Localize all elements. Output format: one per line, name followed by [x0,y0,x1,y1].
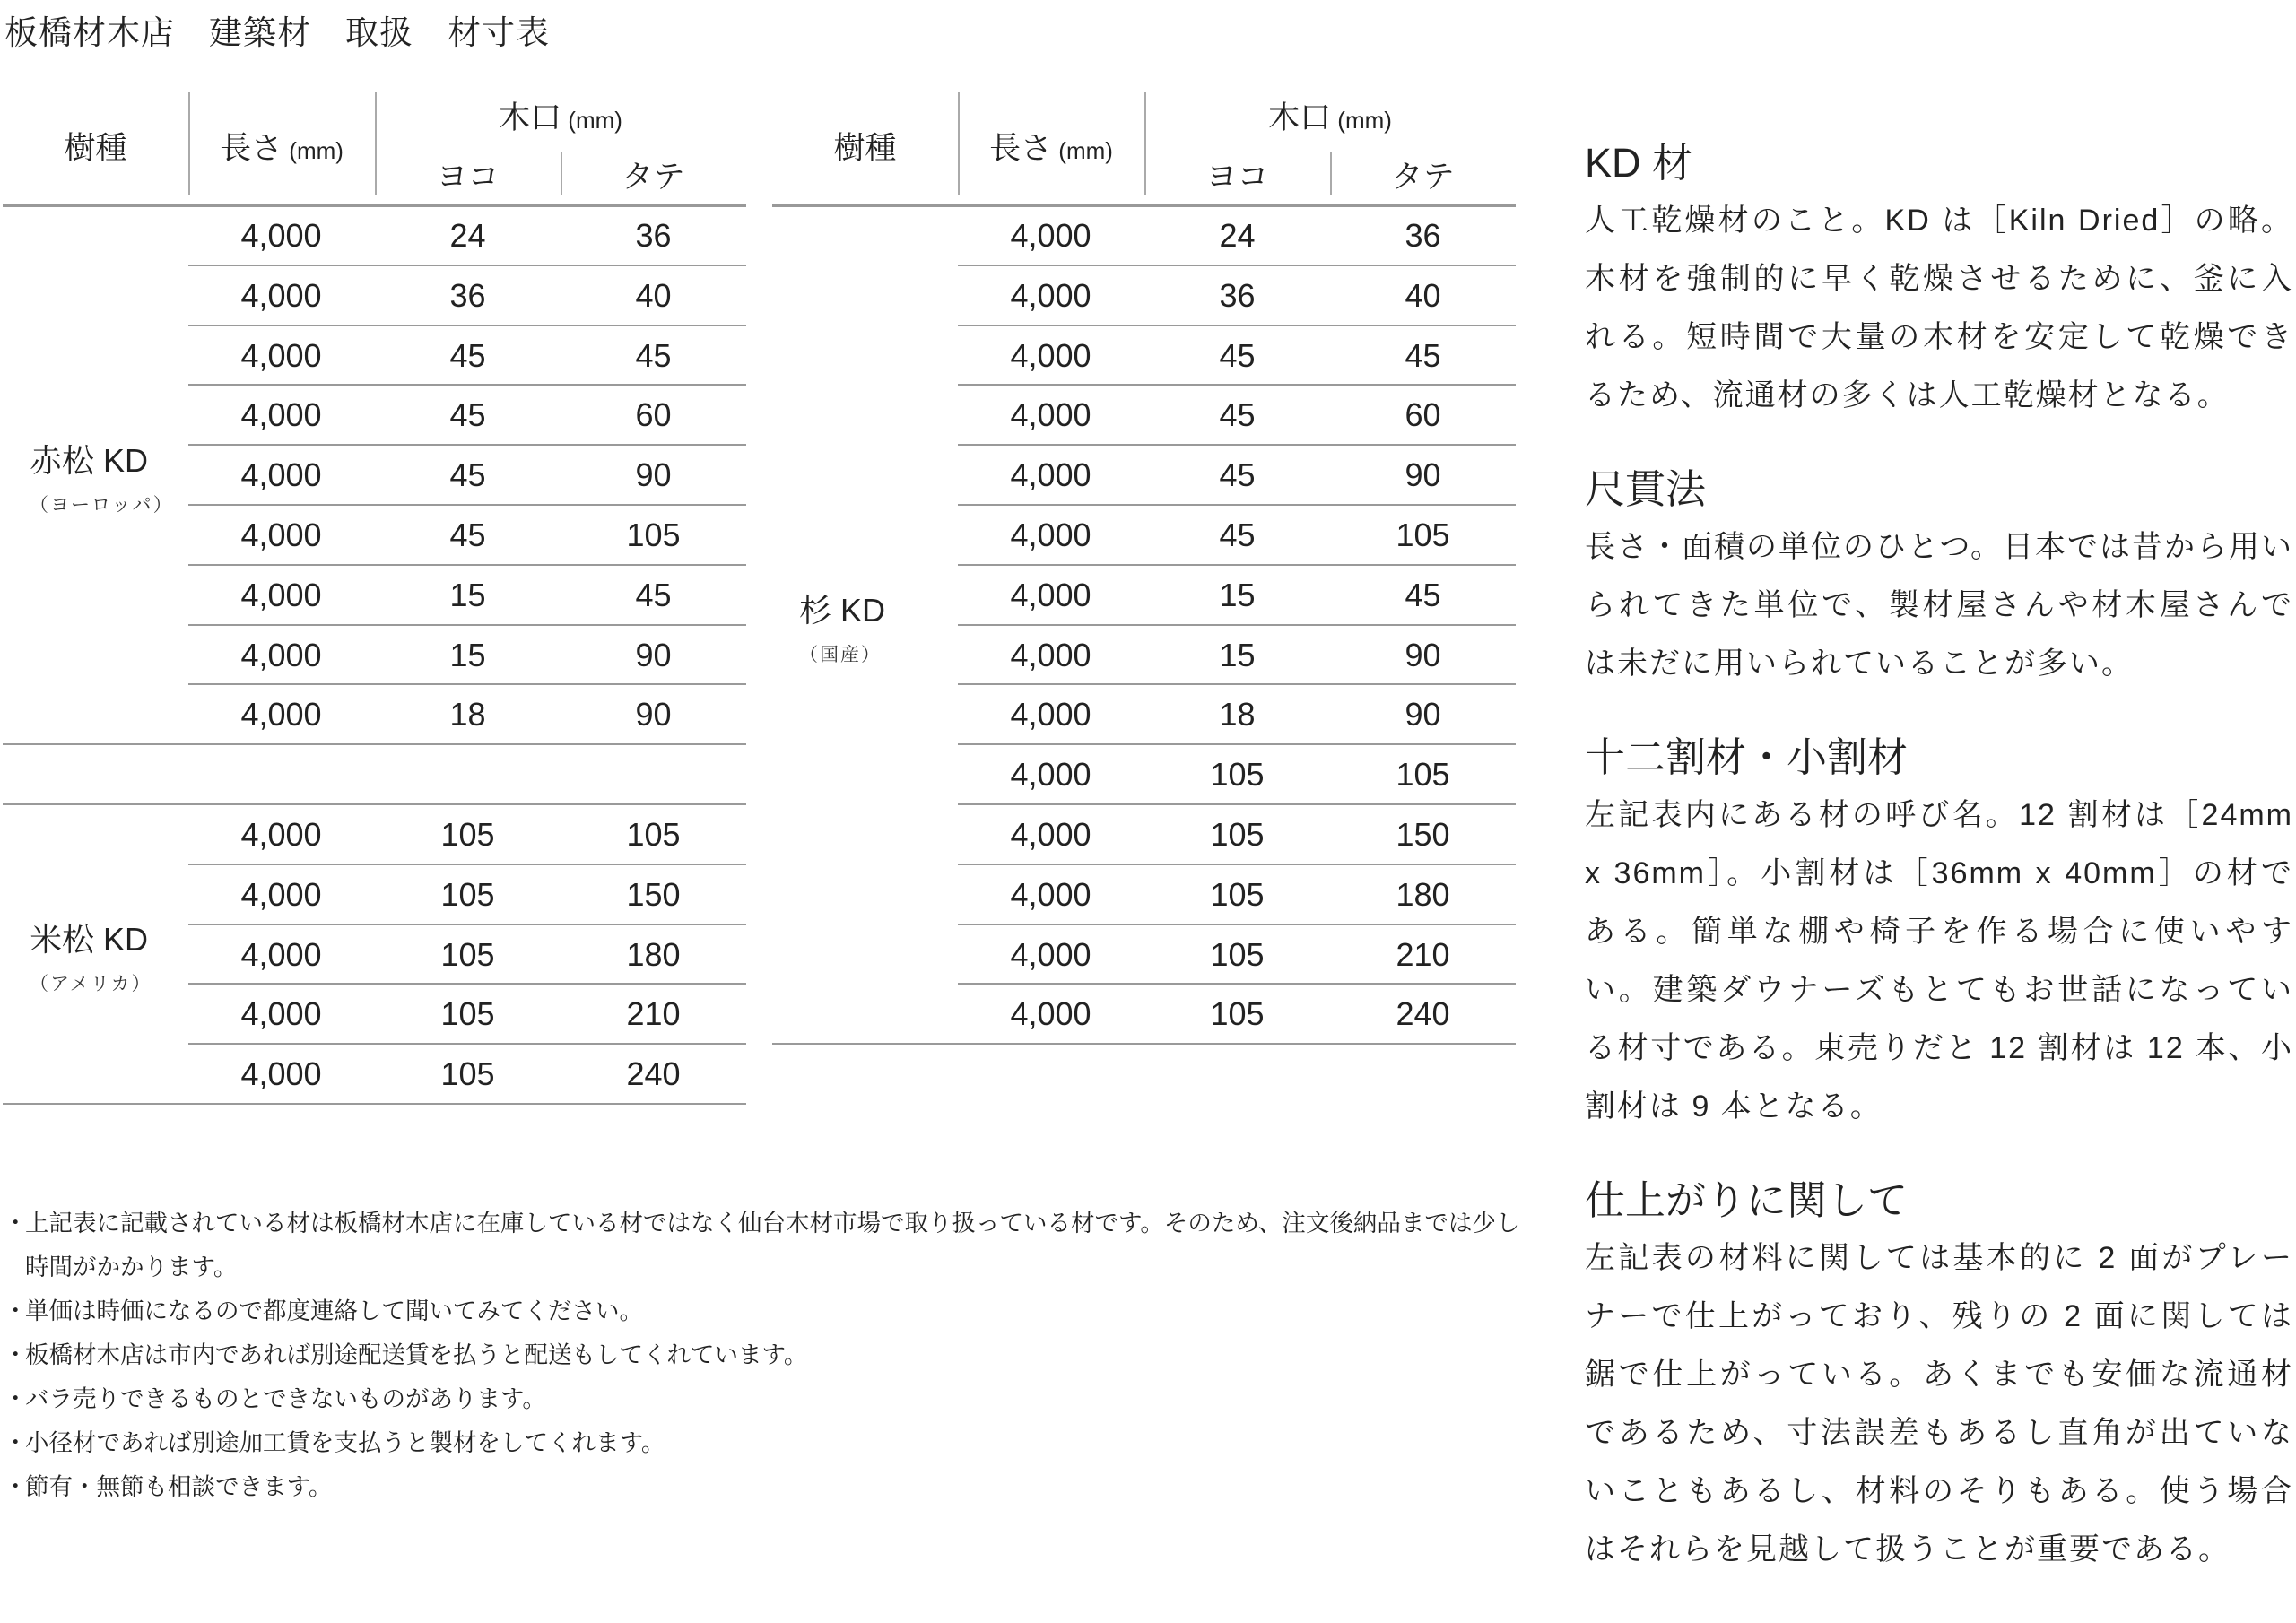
cell-tate: 180 [1396,875,1450,913]
lumber-table-right [772,0,1516,1112]
cell-tate: 180 [626,935,681,973]
cell-yoko: 105 [1210,816,1265,853]
header-divider [375,92,377,195]
cell-tate: 105 [626,516,681,553]
cell-yoko: 24 [1219,217,1256,254]
header-yoko: ヨコ [1205,160,1269,195]
cell-length: 4,000 [240,336,322,374]
cell-yoko: 105 [1210,875,1265,913]
cell-tate: 90 [1405,456,1441,494]
header-kiguchi-unit: (mm) [1331,107,1392,134]
species-name: 赤松 KD [30,441,149,479]
cell-length: 4,000 [240,576,322,613]
cell-length: 4,000 [240,456,322,494]
table-row [3,326,746,386]
table-row [3,685,746,745]
cell-length: 4,000 [240,995,322,1033]
cell-length: 4,000 [1010,696,1091,733]
species-origin: （国産） [799,644,882,665]
note-text: 小径材であれば別途加工賃を支払うと製材をしてくれます。 [25,1429,665,1456]
table-row [3,266,746,326]
lumber-table-left [3,0,746,1112]
header-yoko: ヨコ [436,160,500,195]
cell-tate: 210 [626,995,681,1033]
bullet: ・ [4,1473,28,1500]
cell-tate: 105 [1396,756,1450,794]
table-row [772,865,1516,925]
cell-tate: 36 [635,217,672,254]
cell-yoko: 36 [449,276,486,314]
cell-tate: 45 [635,576,672,613]
cell-length: 4,000 [1010,816,1091,853]
cell-length: 4,000 [1010,396,1091,434]
page-title: 板橋材木店 建築材 取扱 材寸表 [4,14,550,51]
species-name: 米松 KD [30,921,149,958]
cell-tate: 90 [635,636,672,673]
table-row [3,626,746,686]
cell-yoko: 36 [1219,276,1256,314]
cell-yoko: 18 [449,696,486,733]
species-origin: （アメリカ） [30,974,152,994]
note-text: 単価は時価になるので都度連絡して聞いてみてください。 [25,1298,643,1324]
cell-tate: 90 [635,696,672,733]
cell-tate [561,745,746,804]
cell-length [188,745,374,804]
cell-yoko: 45 [1219,456,1256,494]
cell-length: 4,000 [1010,935,1091,973]
table-row [772,925,1516,985]
table-row [3,745,746,805]
section-body: 左記表内にある材の呼び名。12 割材は［24mm x 36mm］。小割材は［36mm x 40mm］の材である。簡単な棚や椅子を作る場合に使いやすい。建築ダウナーズもとてもお世話になっている材寸である。束売りだと 12 割材は 12 本、小割材は 9 本となる。 [1585,798,2293,1124]
cell-yoko: 45 [449,396,486,434]
cell-tate: 60 [1405,396,1441,434]
cell-yoko: 45 [1219,396,1256,434]
cell-yoko: 15 [1219,636,1256,673]
cell-yoko: 105 [1210,756,1265,794]
header-divider [1144,92,1146,195]
table-row [772,266,1516,326]
cell-yoko: 24 [449,217,486,254]
cell-yoko: 15 [449,636,486,673]
cell-yoko: 15 [1219,576,1256,613]
cell-yoko: 45 [449,516,486,553]
header-length [958,124,1144,169]
header-tate: タテ [622,160,685,195]
cell-length: 4,000 [1010,276,1091,314]
cell-tate: 45 [1405,576,1441,613]
glossary-section [1585,135,2293,425]
header-divider [958,92,960,195]
row-rule [3,1103,746,1105]
cell-yoko [375,745,561,804]
cell-length: 4,000 [240,1055,322,1093]
header-kiguchi [375,93,746,138]
header-species: 樹種 [833,131,897,166]
cell-tate: 105 [626,816,681,853]
table-row [772,985,1516,1045]
cell-length: 4,000 [240,396,322,434]
cell-yoko: 105 [1210,935,1265,973]
header-divider [188,92,190,195]
cell-tate: 45 [1405,336,1441,374]
note-item [4,1289,1528,1333]
cell-length: 4,000 [1010,516,1091,553]
cell-yoko: 45 [1219,516,1256,553]
note-text: 板橋材木店は市内であれば別途配送賃を払うと配送もしてくれています。 [25,1341,808,1368]
species-label [30,915,152,996]
bullet: ・ [4,1341,28,1368]
note-text: 上記表に記載されている材は板橋材木店に在庫している材ではなく仙台木材市場で取り扱っている材です。そのため、注文後納品までは少し時間がかかります。 [25,1210,1520,1280]
cell-tate: 210 [1396,935,1450,973]
header-length-label: 長さ [220,131,283,166]
cell-tate: 60 [635,396,672,434]
bullet: ・ [4,1429,28,1456]
cell-length: 4,000 [240,217,322,254]
header-kiguchi-label: 木口 [499,100,562,135]
table-row [3,805,746,865]
species-label [799,586,885,667]
glossary-section [1585,729,2293,1136]
cell-yoko: 105 [440,935,495,973]
cell-yoko: 18 [1219,696,1256,733]
cell-yoko: 45 [1219,336,1256,374]
cell-length: 4,000 [240,636,322,673]
header-kiguchi-unit: (mm) [561,107,622,134]
table-row [772,685,1516,745]
header-length-label: 長さ [989,131,1053,166]
species-name: 杉 KD [799,591,886,629]
bullet: ・ [4,1385,28,1412]
cell-length: 4,000 [1010,336,1091,374]
cell-tate: 40 [1405,276,1441,314]
header-divider [561,152,562,195]
note-item [4,1202,1528,1289]
section-body: 左記表の材料に関しては基本的に 2 面がプレーナーで仕上がっており、残りの 2 面に関しては鋸で仕上がっている。あくまでも安価な流通材であるため、寸法誤差もあるし直角が出ていないこともあるし、材料のそりもある。使う場合はそれらを見越して扱うことが重要である。 [1585,1241,2293,1567]
table-row [3,566,746,626]
table-row [772,326,1516,386]
header-length [188,124,375,169]
cell-tate: 150 [626,875,681,913]
header-length-unit: (mm) [1052,137,1113,164]
table-row [3,1045,746,1105]
header-divider [1330,152,1332,195]
cell-tate: 240 [626,1055,681,1093]
section-heading: 仕上がりに関して [1585,1177,1909,1223]
note-text: 節有・無節も相談できます。 [25,1473,333,1500]
header-kiguchi-label: 木口 [1268,100,1332,135]
header-kiguchi [1144,93,1516,138]
cell-length: 4,000 [240,276,322,314]
header-tate: タテ [1391,160,1455,195]
cell-length: 4,000 [1010,217,1091,254]
table-row [772,446,1516,506]
note-item [4,1377,1528,1421]
cell-tate: 90 [635,456,672,494]
bullet: ・ [4,1210,28,1237]
note-text: バラ売りできるものとできないものがあります。 [25,1385,546,1412]
table-row [3,206,746,266]
cell-tate: 150 [1396,816,1450,853]
cell-length: 4,000 [1010,636,1091,673]
cell-length: 4,000 [240,875,322,913]
header-species: 樹種 [64,131,127,166]
cell-tate: 240 [1396,995,1450,1033]
cell-tate: 45 [635,336,672,374]
cell-length: 4,000 [1010,576,1091,613]
cell-length: 4,000 [240,696,322,733]
cell-tate: 40 [635,276,672,314]
table-row [772,206,1516,266]
table-row [772,386,1516,446]
cell-yoko: 45 [449,456,486,494]
cell-tate: 90 [1405,636,1441,673]
cell-tate: 90 [1405,696,1441,733]
cell-length: 4,000 [1010,756,1091,794]
note-item [4,1421,1528,1465]
glossary-section [1585,1172,2293,1579]
section-heading: KD 材 [1585,140,1693,186]
cell-tate: 36 [1405,217,1441,254]
cell-length: 4,000 [1010,456,1091,494]
header-length-unit: (mm) [283,137,344,164]
note-item [4,1333,1528,1377]
cell-length: 4,000 [240,516,322,553]
species-label [30,436,174,517]
cell-length: 4,000 [1010,875,1091,913]
section-body: 人工乾燥材のこと。KD は［Kiln Dried］の略。木材を強制的に早く乾燥させるために、釜に入れる。短時間で大量の木材を安定して乾燥できるため、流通材の多くは人工乾燥材となる。 [1585,204,2293,412]
bullet: ・ [4,1298,28,1324]
cell-yoko: 45 [449,336,486,374]
cell-length: 4,000 [1010,995,1091,1033]
glossary-column [1585,135,2293,1615]
table-row [772,745,1516,805]
table-row [772,805,1516,865]
cell-yoko: 105 [440,1055,495,1093]
cell-yoko: 105 [440,816,495,853]
note-item [4,1465,1528,1509]
notes-list [4,1202,1528,1509]
cell-yoko: 105 [440,995,495,1033]
cell-length: 4,000 [240,935,322,973]
cell-yoko: 105 [440,875,495,913]
table-row [772,506,1516,566]
glossary-section [1585,461,2293,693]
section-body: 長さ・面積の単位のひとつ。日本では昔から用いられてきた単位で、製材屋さんや材木屋さんでは未だに用いられていることが多い。 [1585,530,2293,681]
cell-yoko: 105 [1210,995,1265,1033]
cell-length: 4,000 [240,816,322,853]
section-heading: 十二割材・小割材 [1585,734,1909,780]
section-heading: 尺貫法 [1585,466,1707,512]
row-rule [772,1043,1516,1045]
species-origin: （ヨーロッパ） [30,494,174,516]
cell-tate: 105 [1396,516,1450,553]
cell-yoko: 15 [449,576,486,613]
